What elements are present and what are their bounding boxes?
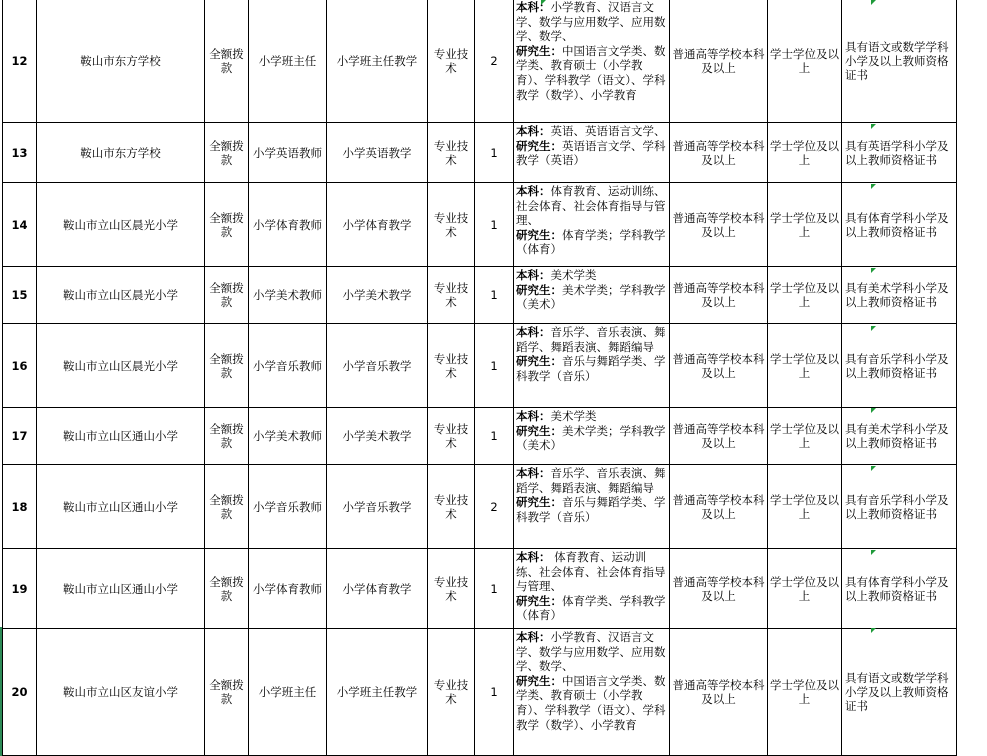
category-cell[interactable] [428,267,475,324]
duty-cell[interactable] [327,629,428,756]
table-row [3,629,957,756]
education-cell[interactable] [670,408,768,465]
requirement-text: 具有语文或数学学科小学及以上教师资格证书 [845,39,949,82]
row-number: 13 [11,145,28,160]
comment-indicator-icon [871,184,876,189]
undergrad-majors: 体育教育、运动训练、社会体育、社会体育指导与管理、 [516,550,666,594]
requirement-cell[interactable] [842,267,957,324]
count-text: 1 [490,288,498,302]
row-number: 17 [11,429,28,443]
postgrad-label: 研究生： [516,423,562,438]
degree-cell[interactable] [768,408,842,465]
comment-indicator-icon [871,408,876,413]
employer-cell[interactable] [37,465,205,549]
funding-text: 全额拨款 [209,678,244,706]
funding-cell[interactable] [205,408,249,465]
major-cell[interactable] [514,0,670,123]
duty-cell[interactable] [327,0,428,123]
employer-text: 鞍山市立山区通山小学 [63,581,178,596]
degree-text: 学士学位及以上 [770,281,839,309]
category-cell[interactable] [428,408,475,465]
duty-cell[interactable] [327,267,428,324]
employer-text: 鞍山市立山区晨光小学 [63,288,178,302]
degree-cell[interactable] [768,629,842,756]
count-cell[interactable] [475,324,514,408]
employer-cell[interactable] [37,549,205,629]
degree-text: 学士学位及以上 [770,351,839,380]
comment-indicator-icon [871,124,876,129]
education-cell[interactable] [670,549,768,629]
employer-text: 鞍山市东方学校 [80,145,161,160]
funding-text: 全额拨款 [209,210,244,239]
duty-text: 小学体育教学 [342,217,412,232]
row-number: 14 [11,217,28,232]
row-number: 18 [11,499,28,514]
category-text: 专业技术 [433,351,469,380]
row-number: 12 [11,53,28,68]
degree-cell[interactable] [768,324,842,408]
position-cell[interactable] [249,0,327,123]
funding-cell[interactable] [205,629,249,756]
postgrad-label: 研究生： [516,673,562,688]
category-text: 专业技术 [433,574,469,603]
requirement-cell[interactable] [842,408,957,465]
major-cell[interactable] [514,267,670,324]
degree-text: 学士学位及以上 [770,422,839,450]
duty-cell[interactable] [327,183,428,267]
major-cell[interactable] [514,549,670,629]
employer-cell[interactable] [37,183,205,267]
postgrad-majors: 音乐与舞蹈学类、学科教学（音乐） [516,495,666,524]
undergrad-majors: 美术学类 [550,268,597,282]
count-text: 1 [490,685,498,699]
requirement-cell[interactable] [842,123,957,183]
position-text: 小学体育教师 [253,217,322,232]
category-text: 专业技术 [433,210,469,239]
count-text: 1 [490,581,498,596]
row-number[interactable] [3,267,37,324]
position-text: 小学英语教师 [253,145,322,160]
position-cell[interactable] [249,267,327,324]
row-number[interactable] [3,549,37,629]
count-text: 2 [490,53,498,68]
position-text: 小学美术教师 [253,288,322,302]
requirement-text: 具有英语学科小学及以上教师资格证书 [845,138,949,167]
degree-cell[interactable] [768,549,842,629]
category-cell[interactable] [428,0,475,123]
duty-cell[interactable] [327,408,428,465]
postgrad-majors: 音乐与舞蹈学类、学科教学（音乐） [516,354,666,383]
requirement-text: 具有体育学科小学及以上教师资格证书 [845,210,949,239]
count-text: 1 [490,429,498,443]
postgrad-label: 研究生： [516,138,562,153]
category-text: 专业技术 [433,422,469,450]
duty-text: 小学班主任教学 [336,53,418,68]
degree-text: 学士学位及以上 [770,46,839,75]
count-text: 1 [490,358,498,373]
education-text: 普通高等学校本科及以上 [672,281,765,309]
funding-cell[interactable] [205,324,249,408]
undergrad-label: 本科： [516,409,551,423]
employer-cell[interactable] [37,267,205,324]
count-cell[interactable] [475,465,514,549]
major-cell[interactable] [514,408,670,465]
position-cell[interactable] [249,465,327,549]
table-row [3,123,957,183]
requirement-text: 具有美术学科小学及以上教师资格证书 [845,281,949,309]
count-text: 2 [490,499,498,514]
undergrad-majors: 体育教育、运动训练、社会体育、社会体育指导与管理、 [516,184,666,228]
degree-text: 学士学位及以上 [770,210,839,239]
requirement-cell[interactable] [842,549,957,629]
category-cell[interactable] [428,549,475,629]
count-cell[interactable] [475,0,514,123]
requirement-text: 具有体育学科小学及以上教师资格证书 [845,574,949,603]
table-row [3,549,957,629]
position-cell[interactable] [249,324,327,408]
requirement-text: 具有音乐学科小学及以上教师资格证书 [845,492,949,521]
undergrad-label: 本科： [516,0,551,14]
postgrad-label: 研究生： [516,354,562,369]
duty-cell[interactable] [327,465,428,549]
position-cell[interactable] [249,549,327,629]
undergrad-majors: 音乐学、音乐表演、舞蹈学、舞蹈表演、舞蹈编导 [516,325,666,354]
duty-text: 小学音乐教学 [342,499,412,514]
selection-bar [0,627,2,756]
row-number[interactable] [3,123,37,183]
requirement-cell[interactable] [842,629,957,756]
undergrad-majors: 音乐学、音乐表演、舞蹈学、舞蹈表演、舞蹈编导 [516,466,666,495]
undergrad-majors: 美术学类 [550,409,597,423]
category-cell[interactable] [428,123,475,183]
comment-indicator-icon [871,268,876,273]
postgrad-label: 研究生： [516,495,562,510]
undergrad-label: 本科： [516,268,551,282]
duty-cell[interactable] [327,123,428,183]
major-cell[interactable] [514,324,670,408]
funding-cell[interactable] [205,0,249,123]
degree-cell[interactable] [768,267,842,324]
postgrad-majors: 体育学类、学科教学（体育） [516,593,666,623]
degree-text: 学士学位及以上 [770,492,839,521]
table-row [3,408,957,465]
employer-text: 鞍山市立山区通山小学 [63,429,178,443]
postgrad-majors: 美术学类；学科教学（美术） [516,423,666,453]
count-cell[interactable] [475,629,514,756]
postgrad-majors: 体育学类；学科教学（体育） [516,227,666,257]
funding-text: 全额拨款 [209,138,244,167]
employer-text: 鞍山市东方学校 [80,53,161,68]
row-number: 19 [11,581,28,596]
degree-cell[interactable] [768,465,842,549]
degree-cell[interactable] [768,0,842,123]
education-cell[interactable] [670,0,768,123]
postgrad-majors: 英语语言文学、学科教学（英语） [516,138,666,168]
degree-text: 学士学位及以上 [770,138,839,167]
position-cell[interactable] [249,123,327,183]
employer-cell[interactable] [37,629,205,756]
table-row [3,183,957,267]
undergrad-majors: 小学教育、汉语言文学、数学与应用数学、应用数学、数学、 [516,0,666,44]
count-cell[interactable] [475,549,514,629]
table-row [3,465,957,549]
degree-cell[interactable] [768,123,842,183]
position-text: 小学美术教师 [253,429,322,443]
employer-cell[interactable] [37,0,205,123]
comment-indicator-icon [871,0,876,5]
education-cell[interactable] [670,267,768,324]
table-row [3,324,957,408]
funding-text: 全额拨款 [209,574,244,603]
postgrad-majors: 中国语言文学类、数学类、教育硕士（小学教育）、学科教学（语文）、学科教学（数学）、小学教育 [516,673,666,732]
undergrad-label: 本科： [516,325,551,339]
category-text: 专业技术 [433,46,469,75]
education-cell[interactable] [670,183,768,267]
count-cell[interactable] [475,123,514,183]
count-cell[interactable] [475,183,514,267]
education-text: 普通高等学校本科及以上 [672,422,765,450]
major-cell[interactable] [514,183,670,267]
category-text: 专业技术 [433,492,469,521]
undergrad-majors: 小学教育、汉语言文学、数学与应用数学、应用数学、数学、 [516,630,666,674]
position-text: 小学音乐教师 [253,358,322,373]
requirement-text: 具有语文或数学学科小学及以上教师资格证书 [845,671,949,713]
count-cell[interactable] [475,408,514,465]
education-text: 普通高等学校本科及以上 [672,492,765,521]
category-text: 专业技术 [433,281,469,309]
education-cell[interactable] [670,324,768,408]
requirement-cell[interactable] [842,465,957,549]
position-text: 小学班主任 [258,53,317,68]
requirement-cell[interactable] [842,0,957,123]
undergrad-label: 本科： [516,184,551,198]
count-text: 1 [490,217,498,232]
employer-cell[interactable] [37,324,205,408]
row-number[interactable] [3,465,37,549]
category-cell[interactable] [428,324,475,408]
degree-text: 学士学位及以上 [770,678,839,706]
duty-text: 小学体育教学 [342,581,412,596]
education-text: 普通高等学校本科及以上 [672,678,765,706]
position-text: 小学班主任 [258,685,317,699]
funding-text: 全额拨款 [209,281,244,309]
row-number[interactable] [3,183,37,267]
position-text: 小学体育教师 [253,581,322,596]
education-text: 普通高等学校本科及以上 [672,138,765,167]
position-cell[interactable] [249,629,327,756]
postgrad-label: 研究生： [516,43,562,58]
duty-text: 小学音乐教学 [342,358,412,373]
funding-text: 全额拨款 [209,422,244,450]
category-text: 专业技术 [433,678,469,706]
employer-cell[interactable] [37,123,205,183]
duty-text: 小学班主任教学 [336,685,418,699]
requirement-text: 具有美术学科小学及以上教师资格证书 [845,422,949,450]
category-cell[interactable] [428,183,475,267]
degree-text: 学士学位及以上 [770,574,839,603]
requirement-cell[interactable] [842,324,957,408]
table-row [3,267,957,324]
duty-text: 小学美术教学 [342,429,412,443]
employer-text: 鞍山市立山区晨光小学 [63,358,178,373]
row-number[interactable] [3,408,37,465]
requirement-text: 具有音乐学科小学及以上教师资格证书 [845,351,949,380]
postgrad-majors: 中国语言文学类、数学类、教育硕士（小学教育）、学科教学（语文）、学科教学（数学）、小学教育 [516,43,666,102]
major-cell[interactable] [514,123,670,183]
funding-cell[interactable] [205,123,249,183]
comment-indicator-icon [871,466,876,471]
employer-text: 鞍山市立山区通山小学 [63,499,178,514]
count-cell[interactable] [475,267,514,324]
funding-cell[interactable] [205,465,249,549]
funding-text: 全额拨款 [209,351,244,380]
category-cell[interactable] [428,629,475,756]
undergrad-label: 本科： [516,550,551,564]
row-number: 15 [11,288,28,302]
education-text: 普通高等学校本科及以上 [672,574,765,603]
undergrad-label: 本科： [516,124,551,138]
row-number: 16 [11,358,28,373]
funding-cell[interactable] [205,549,249,629]
table-row [3,0,957,123]
row-number[interactable] [3,324,37,408]
undergrad-label: 本科： [516,630,551,644]
requirement-cell[interactable] [842,183,957,267]
duty-text: 小学英语教学 [342,145,412,160]
funding-text: 全额拨款 [209,492,244,521]
position-cell[interactable] [249,183,327,267]
major-cell[interactable] [514,629,670,756]
education-cell[interactable] [670,123,768,183]
postgrad-label: 研究生： [516,282,562,297]
postgrad-majors: 美术学类；学科教学（美术） [516,282,666,312]
comment-indicator-icon [871,628,876,633]
row-number[interactable] [3,629,37,756]
education-cell[interactable] [670,465,768,549]
recruitment-table [2,0,957,756]
table-body [3,0,957,756]
comment-indicator-icon [541,0,546,5]
employer-text: 鞍山市立山区友谊小学 [63,685,178,699]
duty-cell[interactable] [327,549,428,629]
education-text: 普通高等学校本科及以上 [672,351,765,380]
undergrad-majors: 英语、英语语言文学、 [550,124,666,138]
employer-cell[interactable] [37,408,205,465]
employer-text: 鞍山市立山区晨光小学 [63,217,178,232]
duty-text: 小学美术教学 [342,288,412,302]
duty-cell[interactable] [327,324,428,408]
comment-indicator-icon [871,326,876,331]
comment-indicator-icon [871,550,876,555]
funding-cell[interactable] [205,183,249,267]
major-cell[interactable] [514,465,670,549]
degree-cell[interactable] [768,183,842,267]
count-text: 1 [490,145,498,160]
row-number[interactable] [3,0,37,123]
education-text: 普通高等学校本科及以上 [672,46,765,75]
undergrad-label: 本科： [516,466,551,480]
row-number: 20 [11,685,28,699]
category-cell[interactable] [428,465,475,549]
position-text: 小学音乐教师 [253,499,322,514]
category-text: 专业技术 [433,138,469,167]
education-text: 普通高等学校本科及以上 [672,210,765,239]
education-cell[interactable] [670,629,768,756]
funding-cell[interactable] [205,267,249,324]
position-cell[interactable] [249,408,327,465]
postgrad-label: 研究生： [516,593,562,608]
postgrad-label: 研究生： [516,227,562,242]
funding-text: 全额拨款 [209,46,244,75]
